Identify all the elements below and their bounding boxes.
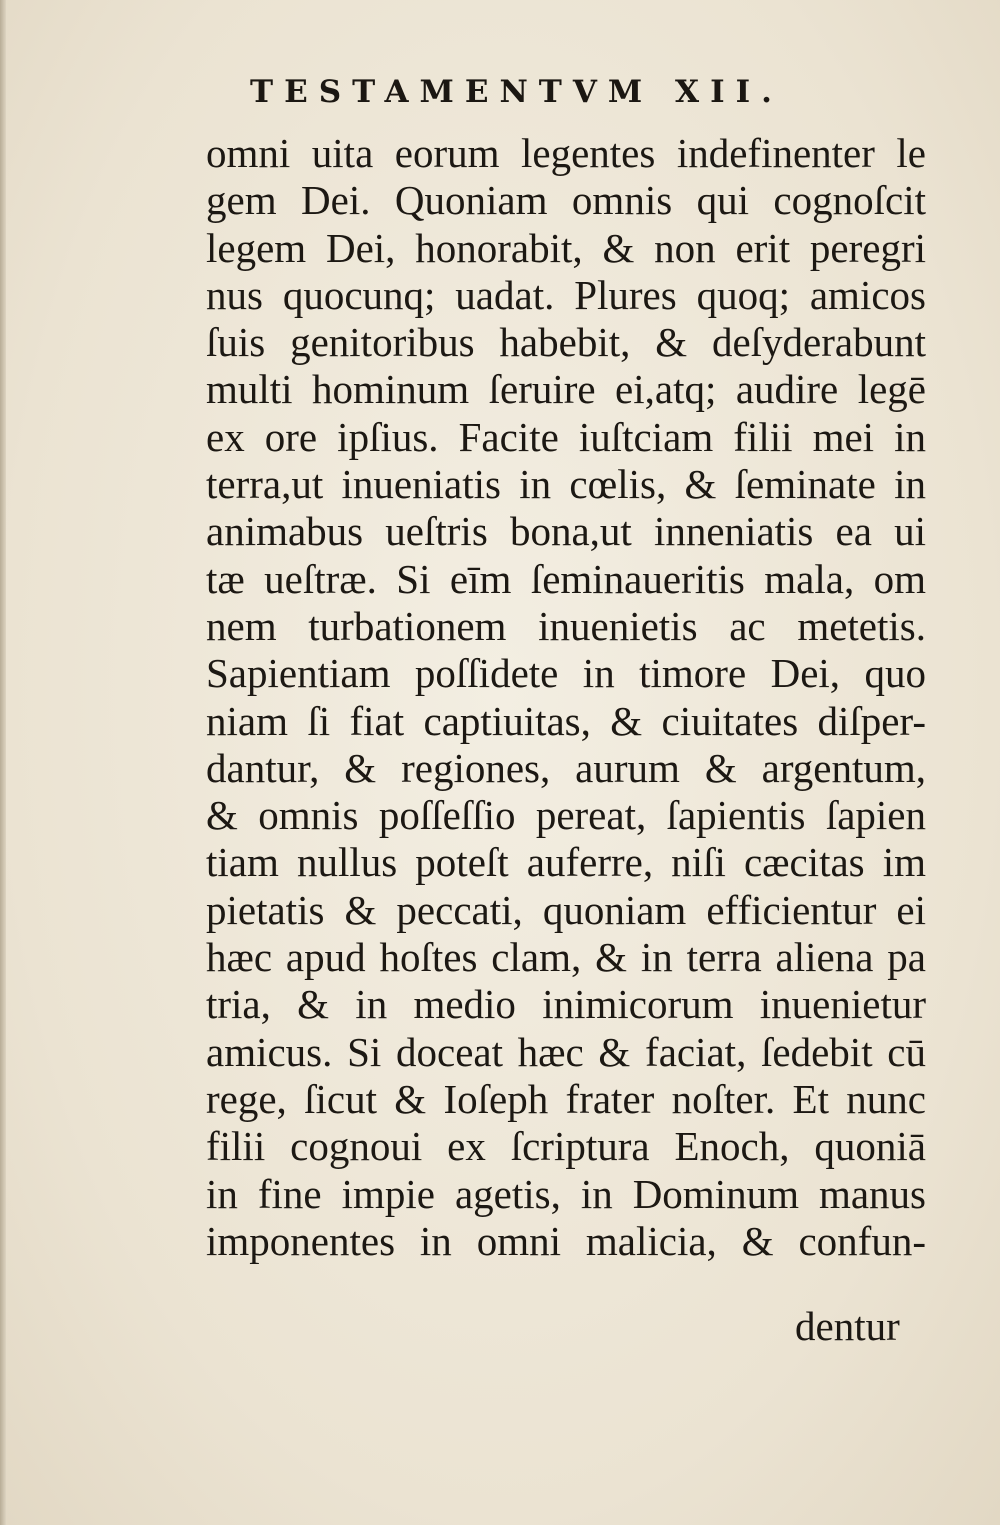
text-block <box>206 130 926 1265</box>
text-line: tiam nullus poteſt auferre, niſi cæcitas im <box>206 839 926 886</box>
running-head: TESTAMENTVM XII. <box>250 74 783 110</box>
text-line: Sapientiam poſſidete in timore Dei, quo <box>206 650 926 697</box>
text-line: nus quocunq; uadat. Plures quoq; amicos <box>206 271 926 318</box>
text-line: dantur, & regiones, aurum & argentum, <box>206 744 926 791</box>
text-line: nem turbationem inuenietis ac metetis. <box>206 602 926 649</box>
text-line: ex ore ipſius. Facite iuſtciam filii mei in <box>206 413 926 460</box>
text-line: & omnis poſſeſſio pereat, ſapientis ſapien <box>206 792 926 839</box>
text-line: tæ ueſtræ. Si eīm ſeminaueritis mala, om <box>206 555 926 602</box>
text-line: multi hominum ſeruire ei,atq; audire legē <box>206 366 926 413</box>
text-line: animabus ueſtris bona,ut inneniatis ea ui <box>206 508 926 555</box>
text-line: in fine impie agetis, in Dominum manus <box>206 1170 926 1217</box>
text-line: terra,ut inueniatis in cœlis, & ſeminate in <box>206 461 926 508</box>
text-line: ſuis genitoribus habebit, & deſyderabunt <box>206 319 926 366</box>
text-line: gem Dei. Quoniam omnis qui cognoſcit <box>206 177 926 224</box>
text-line: tria, & in medio inimicorum inuenietur <box>206 981 926 1028</box>
text-line: legem Dei, honorabit, & non erit peregri <box>206 224 926 271</box>
text-line: omni uita eorum legentes indefinenter le <box>206 130 926 176</box>
text-line: filii cognoui ex ſcriptura Enoch, quoniā <box>206 1123 926 1170</box>
text-line: amicus. Si doceat hæc & faciat, ſedebit cū <box>206 1028 926 1075</box>
text-line: hæc apud hoſtes clam, & in terra aliena pa <box>206 934 926 981</box>
text-line: niam ſi fiat captiuitas, & ciuitates diſper- <box>206 697 926 744</box>
text-line: imponentes in omni malicia, & confun- <box>206 1217 926 1264</box>
text-line: pietatis & peccati, quoniam efficientur ei <box>206 886 926 933</box>
page-edge-shadow <box>0 0 6 1525</box>
text-line: rege, ſicut & Ioſeph frater noſter. Et nunc <box>206 1075 926 1122</box>
catchword: dentur <box>795 1303 900 1349</box>
